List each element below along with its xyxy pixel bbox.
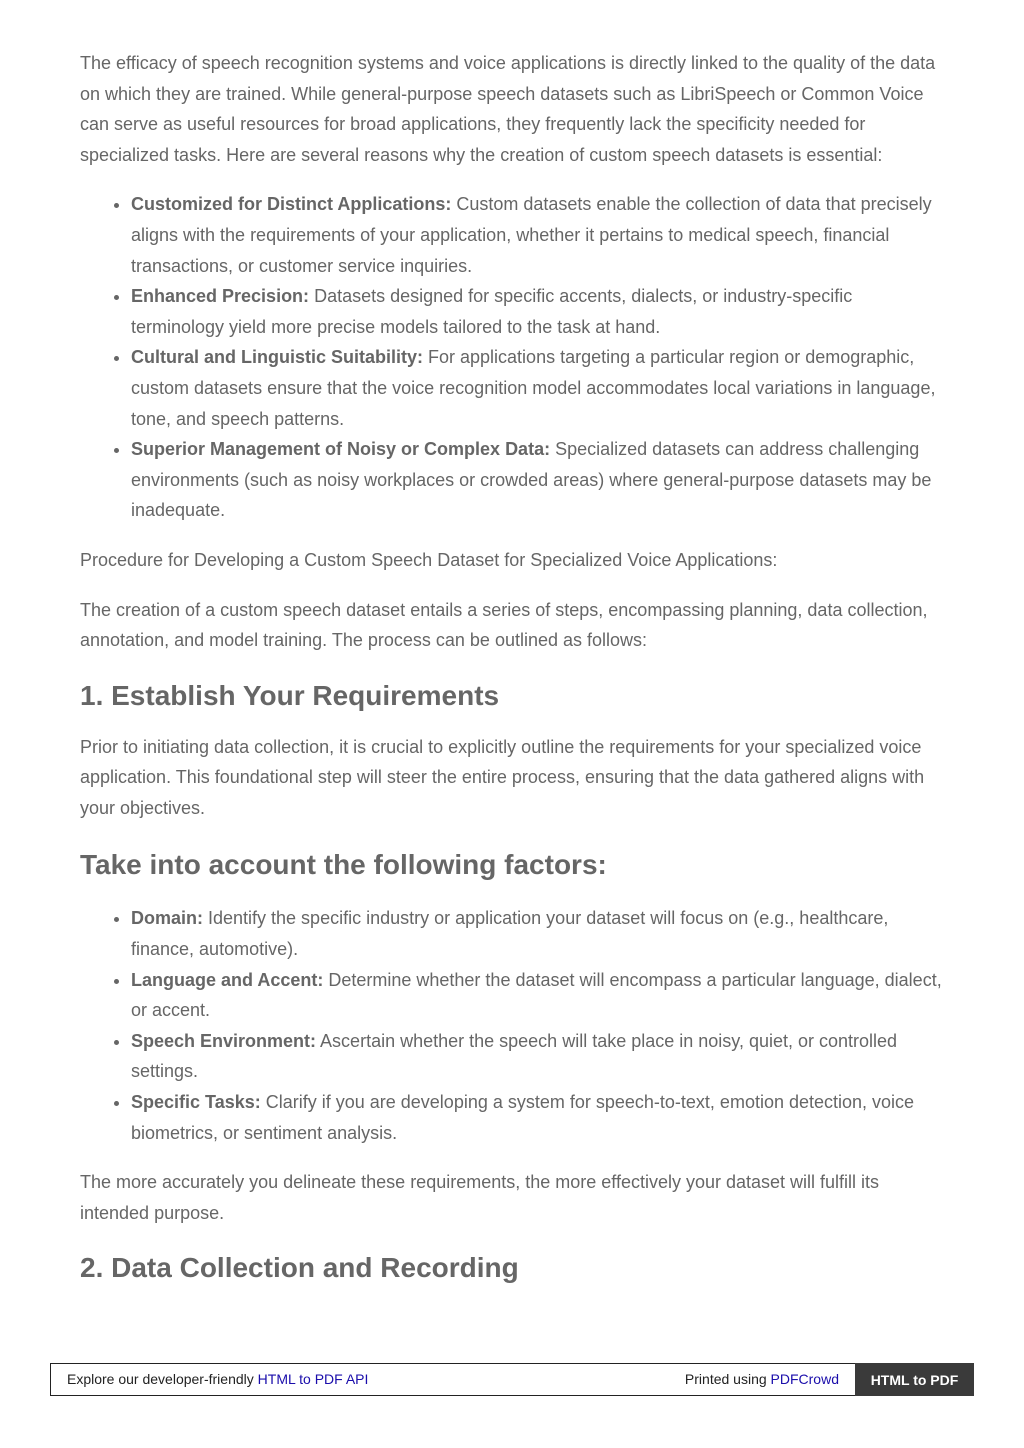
list-item-text: Determine whether the dataset will encompass a particular language, dialect, or accent.	[131, 969, 942, 1021]
list-item	[131, 281, 946, 342]
list-item	[131, 1087, 946, 1148]
list-item-text: Identify the specific industry or application your dataset will focus on (e.g., healthcare, finance, automotive).	[131, 908, 889, 960]
closing-paragraph: The more accurately you delineate these requirements, the more effectively your dataset will fulfill its intended purpose.	[80, 1172, 880, 1223]
list-item-term: Language and Accent:	[131, 969, 324, 990]
list-item-term: Enhanced Precision:	[131, 286, 310, 307]
footer-printed-text: Printed using	[684, 1371, 771, 1387]
list-item-term: Specific Tasks:	[131, 1092, 261, 1113]
list-item-text: Ascertain whether the speech will take place in noisy, quiet, or controlled settings.	[131, 1030, 898, 1082]
footer-explore	[67, 1371, 368, 1387]
list-item	[131, 903, 946, 964]
list-item-term: Cultural and Linguistic Suitability:	[131, 347, 424, 368]
article-content	[80, 48, 946, 1286]
section-1-heading: 1. Establish Your Requirements	[80, 679, 500, 711]
factors-heading: Take into account the following factors:	[80, 849, 607, 881]
list-item-term: Domain:	[131, 908, 203, 929]
procedure-intro: The creation of a custom speech dataset entails a series of steps, encompassing planning, data collection, annotation, and model training. The process can be outlined as follows:	[80, 599, 928, 651]
list-item-text: For applications targeting a particular region or demographic, custom datasets ensure that the voice recognition model accommodates local variations in language, tone, and speech patterns.	[131, 347, 936, 429]
pdfcrowd-link[interactable]: PDFCrowd	[770, 1371, 839, 1387]
list-item-term: Customized for Distinct Applications:	[131, 194, 452, 215]
html-to-pdf-badge[interactable]: HTML to PDF	[855, 1363, 974, 1396]
footer-explore-text: Explore our developer-friendly	[67, 1371, 258, 1387]
intro-paragraph: The efficacy of speech recognition systems and voice applications is directly linked to the quality of the data on which they are trained. While general-purpose speech datasets such as LibriSpeech or Common Voice can serve as useful resources for broad applications, they frequently lack the specificity needed for specialized tasks. Here are several reasons why the creation of custom speech datasets is essential:	[80, 53, 936, 165]
factors-list	[80, 903, 946, 1148]
section-1-body: Prior to initiating data collection, it is crucial to explicitly outline the requirements for your specialized voice application. This foundational step will steer the entire process, ensuring that the data gathered aligns with your objectives.	[80, 736, 925, 818]
list-item	[131, 189, 946, 281]
procedure-title: Procedure for Developing a Custom Speech Dataset for Specialized Voice Applications:	[80, 549, 778, 570]
list-item-text: Specialized datasets can address challenging environments (such as noisy workplaces or crowded areas) where general-purpose datasets may be inadequate.	[131, 439, 932, 521]
list-item-term: Speech Environment:	[131, 1030, 317, 1051]
list-item-text: Custom datasets enable the collection of data that precisely aligns with the requirements of your application, whether it pertains to medical speech, financial transactions, or customer service inquiries.	[131, 194, 932, 276]
list-item-text: Datasets designed for specific accents, dialects, or industry-specific terminology yield more precise models tailored to the task at hand.	[131, 286, 853, 337]
list-item-text: Clarify if you are developing a system for speech-to-text, emotion detection, voice biometrics, or sentiment analysis.	[131, 1092, 915, 1143]
list-item	[131, 965, 946, 1026]
footer-printed	[685, 1371, 839, 1387]
pdfcrowd-footer	[50, 1363, 974, 1396]
reasons-list	[80, 189, 946, 526]
list-item	[131, 434, 946, 526]
section-2-heading: 2. Data Collection and Recording	[80, 1252, 519, 1284]
list-item	[131, 1026, 946, 1087]
list-item-term: Superior Management of Noisy or Complex Data:	[131, 439, 551, 460]
html-to-pdf-api-link[interactable]: HTML to PDF API	[257, 1371, 369, 1387]
list-item	[131, 342, 946, 434]
